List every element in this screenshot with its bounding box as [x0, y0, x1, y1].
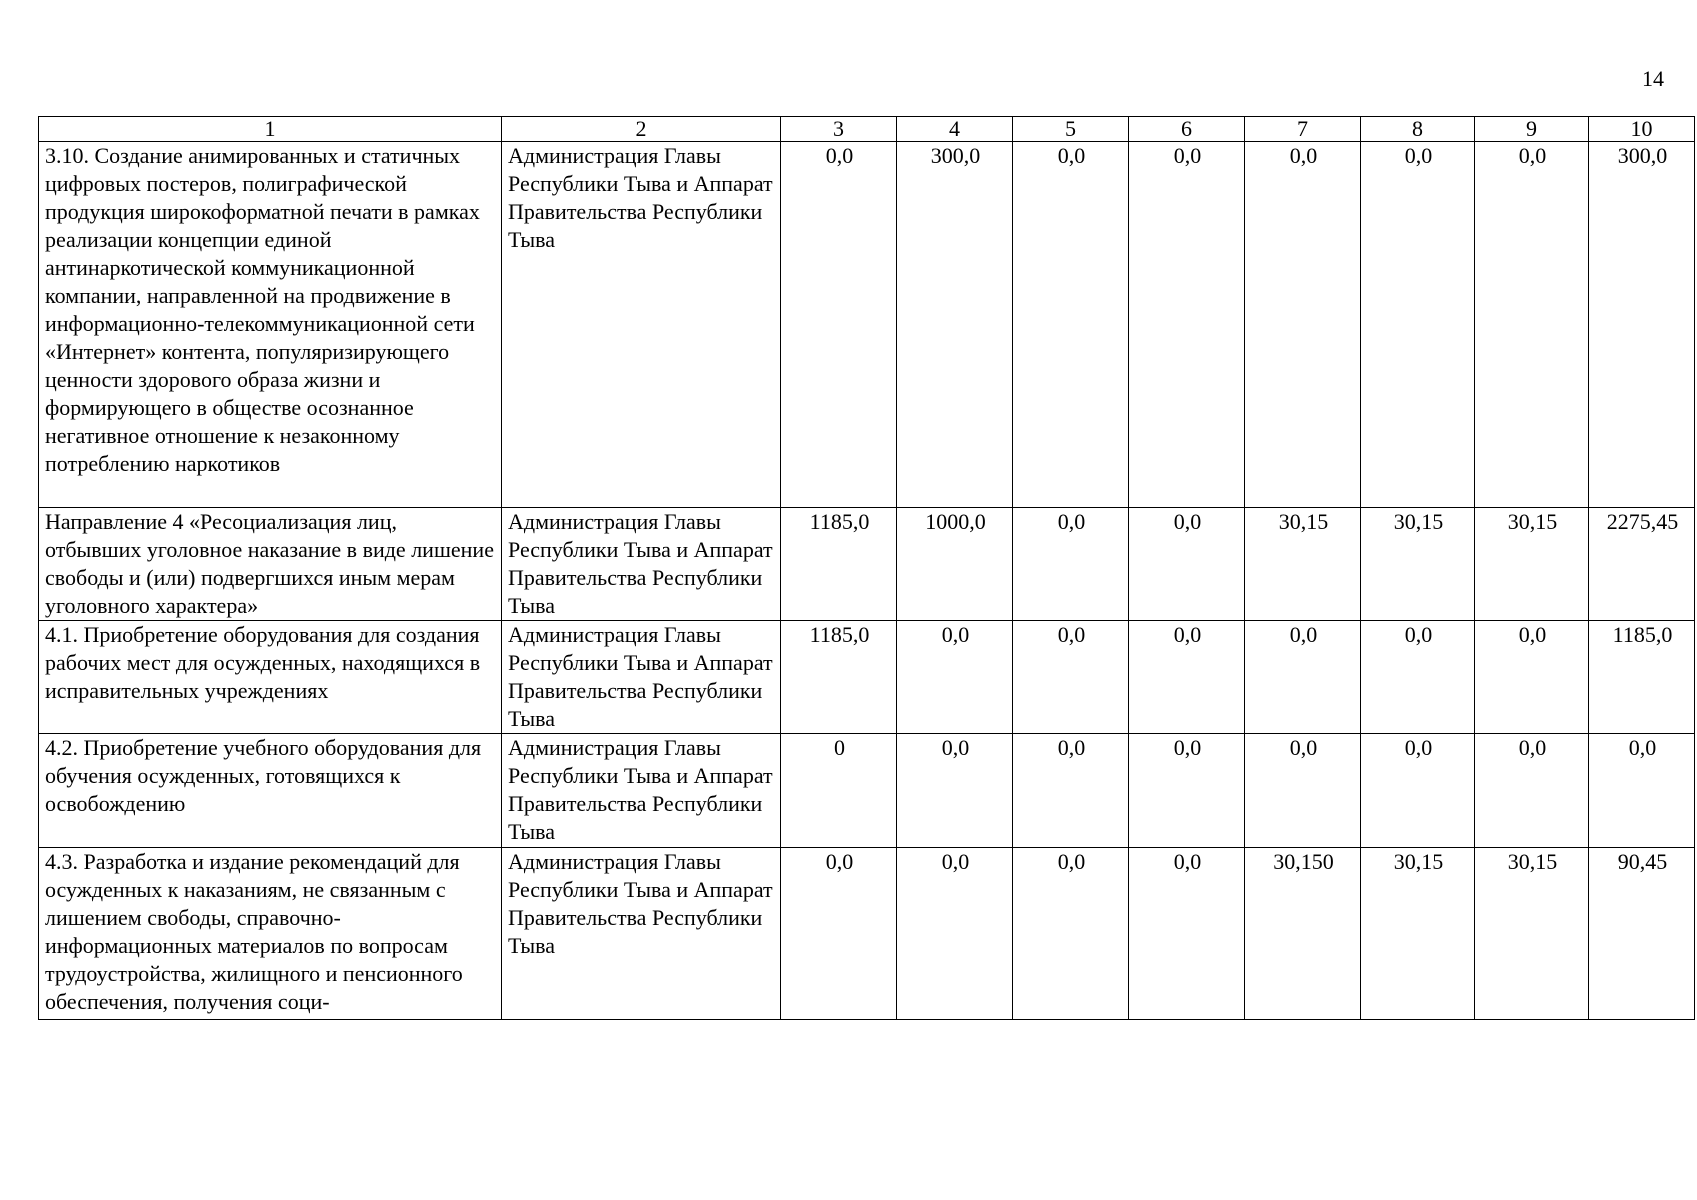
value-cell: 0,0 — [781, 142, 897, 508]
executor: Администрация Главы Республики Тыва и Аппарат Правительства Республики Тыва — [502, 508, 781, 621]
value-cell: 300,0 — [897, 142, 1013, 508]
value-cell: 1185,0 — [781, 508, 897, 621]
value-cell: 0,0 — [1129, 508, 1245, 621]
value-cell: 30,15 — [1475, 848, 1589, 1020]
budget-table — [38, 116, 1695, 1020]
value-cell: 0,0 — [1013, 508, 1129, 621]
measure-description: 4.1. Приобретение оборудования для создания рабочих мест для осужденных, находящихся в исправительных учреждениях — [39, 621, 502, 734]
table-row — [39, 621, 1695, 734]
measure-description: 4.3. Разработка и издание рекомендаций для осужденных к наказаниям, не связанным с лишением свободы, справочно-информационных материалов по вопросам трудоустройства, жилищного и пенсионного обеспечения, получения соци- — [39, 848, 502, 1020]
value-cell: 0,0 — [1245, 734, 1361, 848]
executor: Администрация Главы Республики Тыва и Аппарат Правительства Республики Тыва — [502, 621, 781, 734]
header-cell: 3 — [781, 117, 897, 142]
header-cell: 6 — [1129, 117, 1245, 142]
header-cell: 7 — [1245, 117, 1361, 142]
value-cell: 0 — [781, 734, 897, 848]
value-cell: 0,0 — [897, 848, 1013, 1020]
measure-description: Направление 4 «Ресоциализация лиц, отбывших уголовное наказание в виде лишение свободы и (или) подвергшихся иным мерам уголовного характера» — [39, 508, 502, 621]
table-row — [39, 848, 1695, 1020]
table-row — [39, 734, 1695, 848]
value-cell: 0,0 — [1245, 142, 1361, 508]
value-cell: 0,0 — [1475, 621, 1589, 734]
value-cell: 1185,0 — [1589, 621, 1695, 734]
value-cell: 0,0 — [1361, 621, 1475, 734]
header-cell: 9 — [1475, 117, 1589, 142]
header-cell: 4 — [897, 117, 1013, 142]
executor: Администрация Главы Республики Тыва и Аппарат Правительства Республики Тыва — [502, 142, 781, 508]
value-cell: 0,0 — [1589, 734, 1695, 848]
header-cell: 1 — [39, 117, 502, 142]
value-cell: 0,0 — [1129, 142, 1245, 508]
executor: Администрация Главы Республики Тыва и Аппарат Правительства Республики Тыва — [502, 734, 781, 848]
value-cell: 90,45 — [1589, 848, 1695, 1020]
value-cell: 0,0 — [897, 734, 1013, 848]
header-cell: 5 — [1013, 117, 1129, 142]
header-row — [39, 117, 1695, 142]
table-row — [39, 508, 1695, 621]
measure-description: 3.10. Создание анимированных и статичных цифровых постеров, полиграфической продукция широкоформатной печати в рамках реализации концепции единой антинаркотической коммуникационной компании, направленной на продвижение в информационно-телекоммуникационной сети «Интернет» контента, популяризирующего ценности здорового образа жизни и формирующего в обществе осознанное негативное отношение к незаконному потреблению наркотиков — [39, 142, 502, 508]
value-cell: 0,0 — [897, 621, 1013, 734]
value-cell: 0,0 — [1475, 734, 1589, 848]
page-number: 14 — [1642, 66, 1664, 91]
value-cell: 0,0 — [1129, 621, 1245, 734]
value-cell: 1000,0 — [897, 508, 1013, 621]
header-cell: 10 — [1589, 117, 1695, 142]
value-cell: 0,0 — [1361, 734, 1475, 848]
value-cell: 300,0 — [1589, 142, 1695, 508]
value-cell: 0,0 — [781, 848, 897, 1020]
value-cell: 30,15 — [1245, 508, 1361, 621]
header-cell: 8 — [1361, 117, 1475, 142]
value-cell: 30,150 — [1245, 848, 1361, 1020]
executor: Администрация Главы Республики Тыва и Аппарат Правительства Республики Тыва — [502, 848, 781, 1020]
header-cell: 2 — [502, 117, 781, 142]
value-cell: 0,0 — [1245, 621, 1361, 734]
value-cell: 0,0 — [1361, 142, 1475, 508]
value-cell: 0,0 — [1129, 734, 1245, 848]
value-cell: 0,0 — [1129, 848, 1245, 1020]
value-cell: 30,15 — [1475, 508, 1589, 621]
table-row — [39, 142, 1695, 508]
value-cell: 30,15 — [1361, 508, 1475, 621]
measure-description: 4.2. Приобретение учебного оборудования для обучения осужденных, готовящихся к освобождению — [39, 734, 502, 848]
value-cell: 0,0 — [1013, 848, 1129, 1020]
value-cell: 0,0 — [1013, 621, 1129, 734]
value-cell: 0,0 — [1013, 142, 1129, 508]
value-cell: 2275,45 — [1589, 508, 1695, 621]
value-cell: 1185,0 — [781, 621, 897, 734]
value-cell: 30,15 — [1361, 848, 1475, 1020]
value-cell: 0,0 — [1475, 142, 1589, 508]
value-cell: 0,0 — [1013, 734, 1129, 848]
